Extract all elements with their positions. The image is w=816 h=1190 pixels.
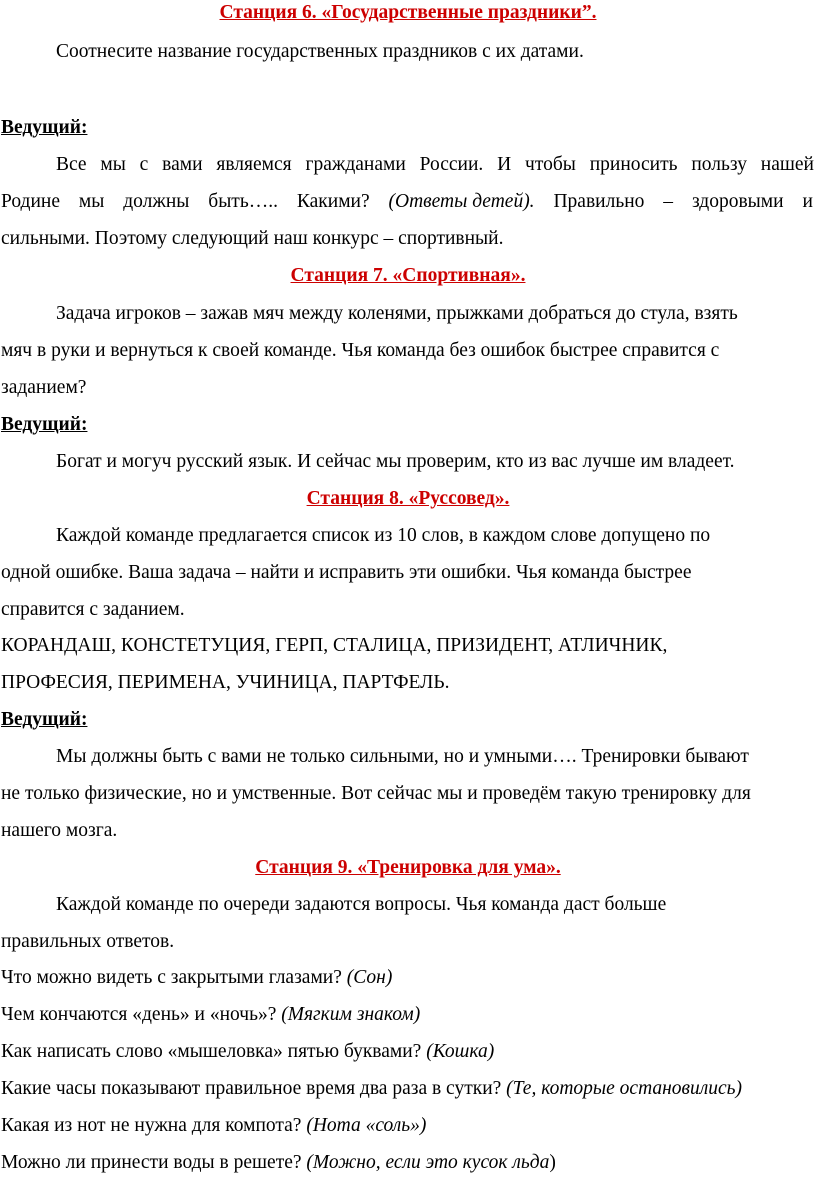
host-label-3: Ведущий: bbox=[1, 709, 88, 730]
host-2-text: Богат и могуч русский язык. И сейчас мы проверим, кто из вас лучше им владеет. bbox=[56, 451, 735, 472]
host-1-line-2: Родине мы должны быть….. Какими? (Ответы детей). Правильно – здоровыми и bbox=[1, 189, 813, 215]
station-9-line-1: Каждой команде по очереди задаются вопросы. Чья команда даст больше bbox=[56, 894, 667, 915]
station-8-title: Станция 8. «Руссовед». bbox=[306, 488, 510, 509]
station-7-line-3: заданием? bbox=[1, 377, 87, 398]
station-9-line-2: правильных ответов. bbox=[1, 931, 175, 952]
misspelled-words-line-1: КОРАНДАШ, КОНСТЕТУЦИЯ, ГЕРП, СТАЛИЦА, ПРИЗИДЕНТ, АТЛИЧНИК, bbox=[1, 635, 668, 656]
host-3-line-3: нашего мозга. bbox=[1, 820, 118, 841]
station-9-title: Станция 9. «Тренировка для ума». bbox=[255, 857, 561, 878]
host-1-line-3: сильными. Поэтому следующий наш конкурс – спортивный. bbox=[1, 228, 504, 249]
station-8-line-3: справится с заданием. bbox=[1, 599, 185, 620]
station-7-line-1: Задача игроков – зажав мяч между коленями, прыжками добраться до стула, взять bbox=[56, 303, 738, 324]
riddle-1: Что можно видеть с закрытыми глазами? (Сон) bbox=[1, 967, 393, 988]
host-3-line-2: не только физические, но и умственные. Вот сейчас мы и проведём такую тренировку для bbox=[1, 783, 751, 804]
host-1-line-1: Все мы с вами являемся гражданами России. И чтобы приносить пользу нашей bbox=[56, 154, 814, 175]
station-7-title: Станция 7. «Спортивная». bbox=[290, 265, 526, 286]
host-3-line-1: Мы должны быть с вами не только сильными, но и умными…. Тренировки бывают bbox=[56, 746, 749, 767]
station-8-line-1: Каждой команде предлагается список из 10 слов, в каждом слове допущено по bbox=[56, 525, 711, 546]
answer-hint: (Ответы детей). bbox=[388, 191, 535, 212]
riddle-2: Чем кончаются «день» и «ночь»? (Мягким знаком) bbox=[1, 1004, 421, 1025]
riddle-4: Какие часы показывают правильное время два раза в сутки? (Те, которые остановились) bbox=[1, 1078, 743, 1099]
station-8-line-2: одной ошибке. Ваша задача – найти и исправить эти ошибки. Чья команда быстрее bbox=[1, 562, 692, 583]
riddle-3: Как написать слово «мышеловка» пятью буквами? (Кошка) bbox=[1, 1041, 495, 1062]
station-6-title: Станция 6. «Государственные праздники”. bbox=[219, 2, 597, 23]
host-label-2: Ведущий: bbox=[1, 414, 88, 435]
misspelled-words-line-2: ПРОФЕСИЯ, ПЕРИМЕНА, УЧИНИЦА, ПАРТФЕЛЬ. bbox=[1, 672, 450, 693]
station-7-line-2: мяч в руки и вернуться к своей команде. Чья команда без ошибок быстрее справится с bbox=[1, 340, 720, 361]
station-6-text: Соотнесите название государственных праздников с их датами. bbox=[56, 41, 584, 62]
riddle-6: Можно ли принести воды в решете? (Можно, если это кусок льда) bbox=[1, 1152, 556, 1173]
riddle-5: Какая из нот не нужна для компота? (Нота «соль») bbox=[1, 1115, 427, 1136]
host-label-1: Ведущий: bbox=[1, 117, 88, 138]
